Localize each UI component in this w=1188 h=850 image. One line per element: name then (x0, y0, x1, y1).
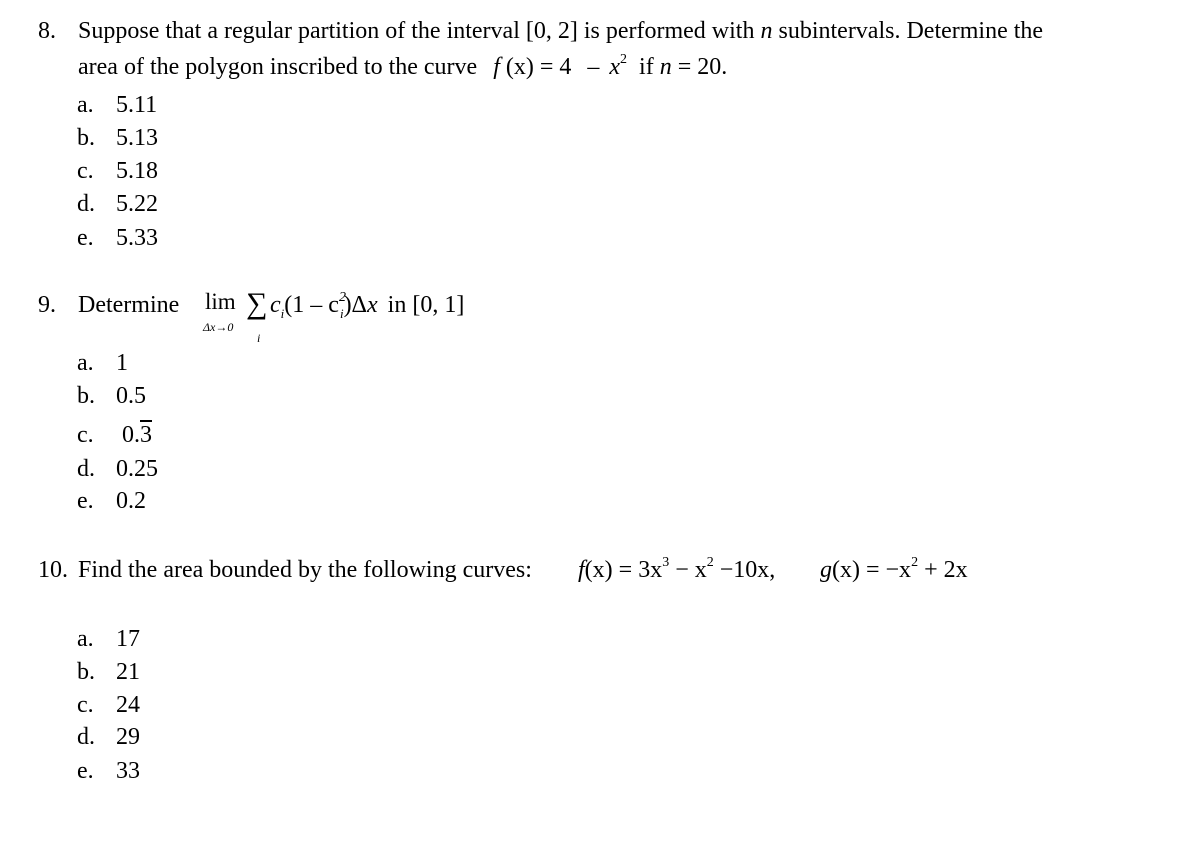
q8-option-e-value: 5.33 (116, 225, 158, 251)
q8-option-b-value: 5.13 (116, 125, 158, 151)
c-squared-exp: 2 (338, 290, 346, 305)
var-x: x (609, 54, 621, 80)
delta: )Δ (343, 292, 367, 318)
q8-option-d-value: 5.22 (116, 191, 158, 217)
q8-option-a-letter: a. (77, 92, 94, 118)
q8-option-a-value: 5.11 (116, 92, 158, 118)
q8-option-b-letter: b. (77, 125, 95, 151)
g-expr-b: + 2x (918, 557, 968, 583)
q10-option-b-letter: b. (77, 659, 95, 685)
q9-option-a-value: 1 (116, 350, 128, 376)
q10-option-a-value: 17 (116, 626, 140, 652)
lim-word: lim (205, 289, 236, 314)
f-exp2: 2 (706, 555, 714, 570)
paren-expression: (1 – c (284, 292, 339, 318)
q10-option-a-letter: a. (77, 626, 94, 652)
q10-option-e-value: 33 (116, 758, 140, 784)
question-10-number: 10. (38, 557, 68, 583)
question-8-number: 8. (38, 18, 56, 44)
g-name: g (820, 557, 832, 583)
q10-option-d-value: 29 (116, 724, 140, 750)
q10-option-c-value: 24 (116, 692, 140, 718)
question-8-line-1 (78, 18, 1043, 45)
interval-text: in [0, 1] (387, 292, 465, 318)
function-g-definition (820, 557, 968, 584)
var-n: n (659, 54, 672, 80)
f-expr-b: − x (669, 557, 707, 583)
g-expr-a: (x) = −x (832, 557, 912, 583)
q8-option-c-value: 5.18 (116, 158, 158, 184)
c-subscript: i (280, 305, 285, 321)
f-expr-a: (x) = 3x (584, 557, 663, 583)
question-8-function (493, 54, 627, 80)
sigma-symbol: ∑ (246, 287, 268, 320)
c-var: c (270, 292, 281, 318)
c-squared-sub: i (339, 305, 344, 321)
question-8-var-n: n (760, 18, 773, 44)
function-name-f: f (493, 54, 500, 80)
q9-option-b-value: 0.5 (116, 383, 146, 409)
q9-option-d-value: 0.25 (116, 456, 158, 482)
question-8-text-c: area of the polygon inscribed to the curve (78, 54, 478, 80)
q10-option-c-letter: c. (77, 692, 94, 718)
question-8-text-b: subintervals. Determine the (778, 18, 1044, 44)
q10-option-e-letter: e. (77, 758, 94, 784)
q10-option-b-value: 21 (116, 659, 140, 685)
q10-option-d-letter: d. (77, 724, 95, 750)
q9-option-e-value: 0.2 (116, 488, 146, 514)
question-9-text: Determine (78, 292, 180, 318)
if-word: if (639, 54, 654, 80)
g-exp2: 2 (911, 555, 919, 570)
lim-subscript: Δx→0 (203, 320, 234, 334)
function-f-definition (578, 557, 775, 584)
minus-sign: – (587, 54, 600, 80)
value-main: 0. (122, 422, 140, 448)
f-name: f (578, 557, 585, 583)
q9-option-b-letter: b. (77, 383, 95, 409)
question-8-line-2 (78, 54, 727, 81)
q9-option-d-letter: d. (77, 456, 95, 482)
q8-option-c-letter: c. (77, 158, 94, 184)
delta-x-var: x (367, 292, 378, 318)
q8-option-e-letter: e. (77, 225, 94, 251)
q9-option-a-letter: a. (77, 350, 94, 376)
exponent-2: 2 (620, 52, 628, 67)
q9-option-c-value (122, 422, 152, 449)
question-10-text: Find the area bounded by the following curves: (78, 557, 532, 583)
f-expr-c: −10x, (713, 557, 776, 583)
question-9-number: 9. (38, 292, 56, 318)
repeating-digit: 3 (140, 422, 152, 448)
q9-option-e-letter: e. (77, 488, 94, 514)
summand-expression (270, 292, 464, 322)
q9-option-c-letter: c. (77, 422, 94, 448)
q8-option-d-letter: d. (77, 191, 95, 217)
sigma-subscript: i (257, 331, 261, 345)
f-exp3: 3 (662, 555, 670, 570)
function-arg: (x) = 4 (505, 54, 572, 80)
question-8-text-a: Suppose that a regular partition of the interval [0, 2] is performed with (78, 18, 755, 44)
n-equals: = 20. (677, 54, 728, 80)
